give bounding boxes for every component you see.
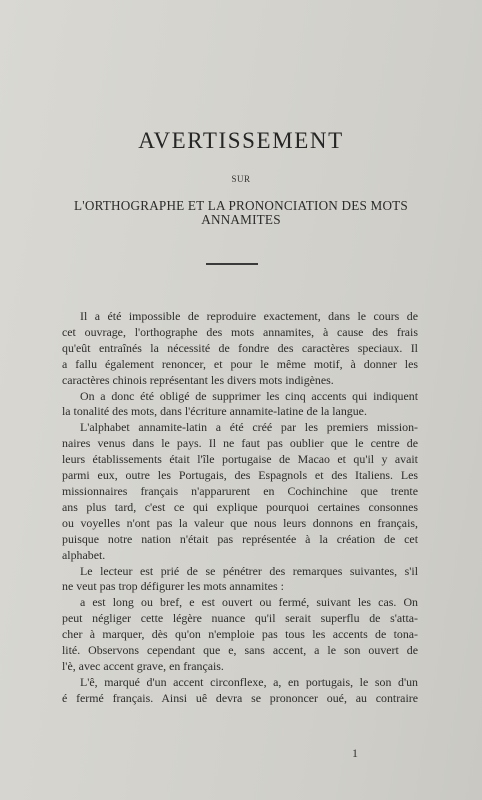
text-line: puisque notre nation n'était pas représentée à la création de cet — [62, 531, 418, 546]
text-line: ne veut pas trop défigurer les mots annamites : — [62, 579, 284, 594]
text-line: l'è, avec accent grave, en français. — [62, 658, 224, 673]
text-line: ou voyelles n'ont pas la valeur que nous leurs donnons en français, — [62, 515, 418, 530]
text-line: qu'eût entraînés la nécessité de fondre des caractères speciaux. Il — [62, 340, 418, 355]
text-line: L'ê, marqué d'un accent circonflexe, a, en portugais, le son d'un — [80, 674, 418, 689]
page-title: AVERTISSEMENT — [138, 128, 344, 153]
text-line: On a donc été obligé de supprimer les cinq accents qui indiquent — [80, 388, 418, 403]
text-line: missionnaires français n'apparurent en Cochinchine que trente — [62, 483, 418, 498]
text-line: leurs établissements était l'île portugaise de Macao et qu'il y avait — [62, 452, 418, 467]
text-line: L'alphabet annamite-latin a été créé par les premiers mission- — [80, 420, 418, 435]
heading-line-2: ANNAMITES — [201, 212, 281, 227]
text-line: a fallu également renoncer, et pour le même motif, à donner les — [62, 356, 418, 371]
text-line: peut négliger cette légère nuance qu'il serait superflu de s'atta- — [62, 611, 418, 626]
body-text — [62, 309, 418, 707]
text-line: alphabet. — [62, 547, 106, 562]
page-number: 1 — [352, 746, 358, 760]
text-line: Il a été impossible de reproduire exactement, dans le cours de — [80, 309, 418, 323]
divider-rule — [206, 263, 258, 265]
text-line: lité. Observons cependant que e, sans accent, a le son ouvert de — [62, 643, 418, 658]
text-line: cet ouvrage, l'orthographe des mots annamites, à cause des frais — [62, 324, 418, 339]
text-line: caractères chinois représentant les divers mots indigènes. — [62, 372, 334, 387]
subtitle: SUR — [231, 174, 251, 184]
text-line: naires venus dans le pays. Il ne faut pas oublier que le centre de — [62, 436, 418, 451]
text-line: parmi eux, outre les Portugais, des Espagnols et des Italiens. Les — [62, 468, 418, 483]
text-line: Le lecteur est prié de se pénétrer des remarques suivantes, s'il — [80, 563, 418, 578]
text-line: a est long ou bref, e est ouvert ou fermé, suivant les cas. On — [80, 595, 418, 610]
text-line: é fermé français. Ainsi uê devra se prononcer oué, au contraire — [62, 690, 418, 705]
heading-line-1: L'ORTHOGRAPHE ET LA PRONONCIATION DES MOTS — [74, 198, 408, 213]
text-line: ans plus tard, c'est ce qui explique pourquoi certaines consonnes — [62, 499, 418, 514]
text-line: la tonalité des mots, dans l'écriture annamite-latine de la langue. — [62, 404, 367, 419]
section-heading — [0, 199, 482, 227]
text-line: cher à marquer, dès qu'on n'emploie pas tous les accents de tona- — [62, 627, 418, 642]
